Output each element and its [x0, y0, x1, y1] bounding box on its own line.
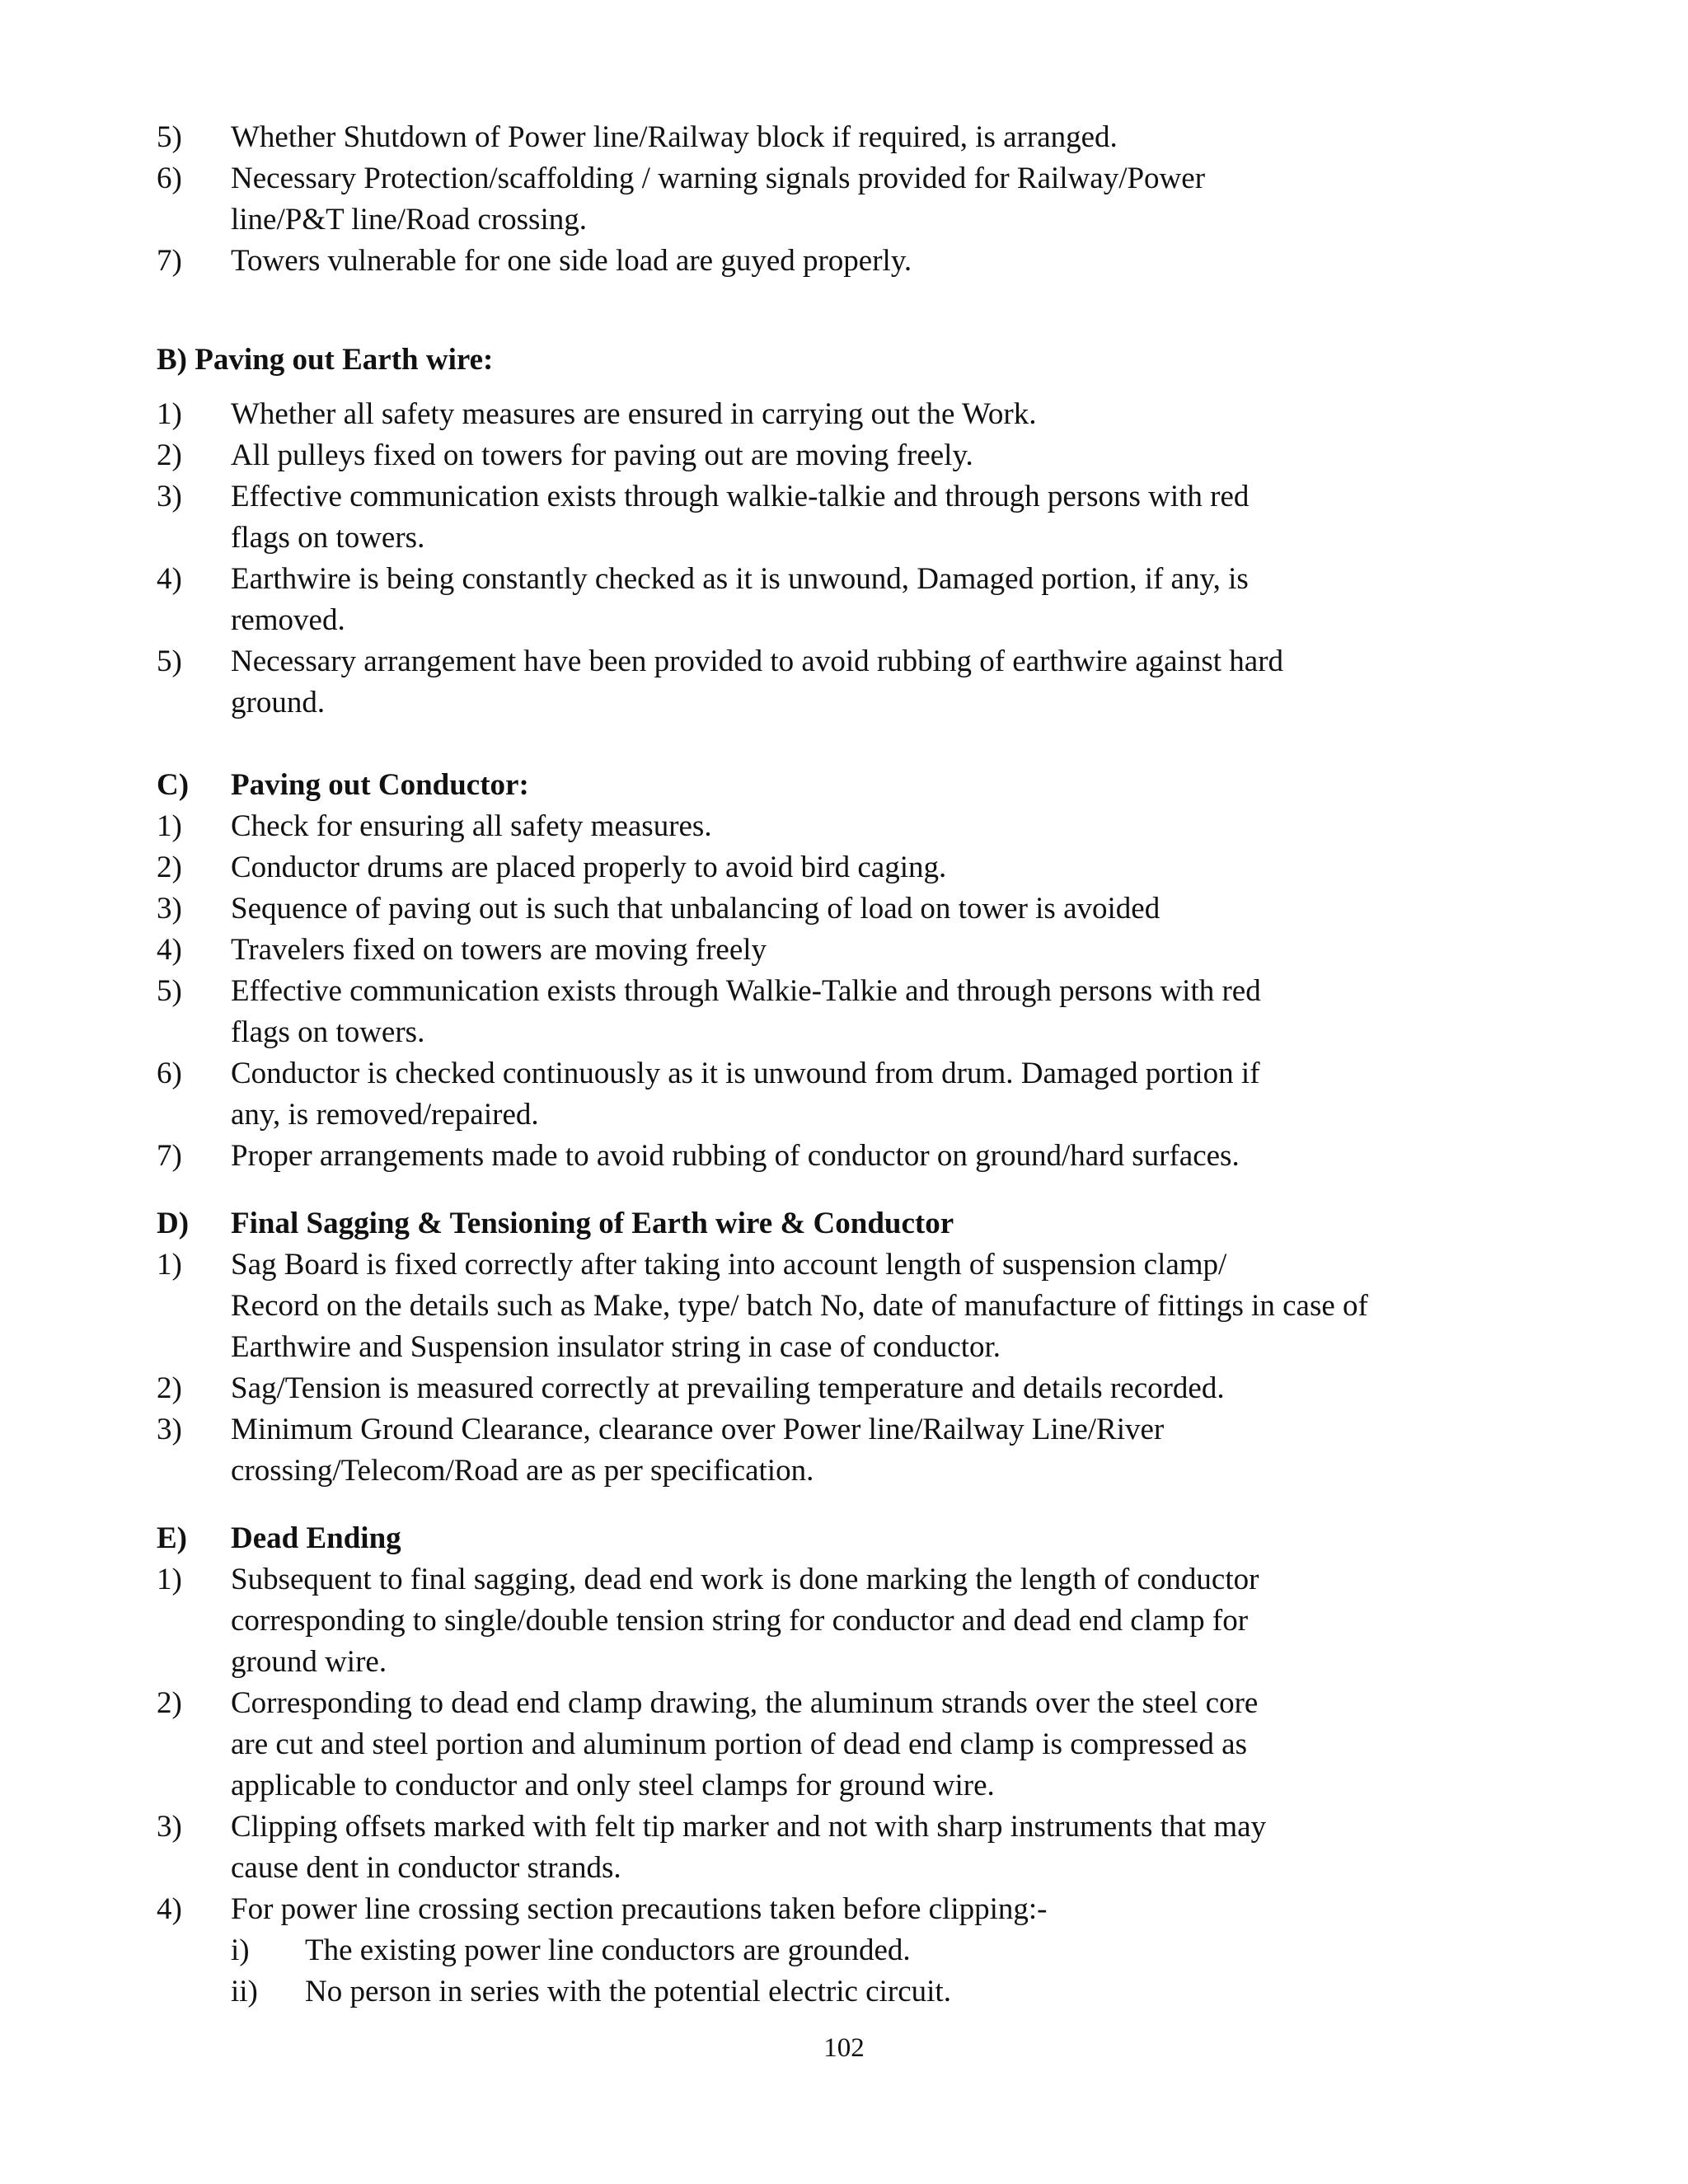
item-text: removed. — [231, 603, 345, 637]
item-text: flags on towers. — [231, 521, 425, 555]
section-e-heading — [157, 1518, 1558, 1559]
list-item — [157, 241, 1558, 282]
item-text: Effective communication exists through walkie-talkie and through persons with red — [231, 480, 1250, 513]
item-text: cause dent in conductor strands. — [231, 1851, 621, 1885]
item-number: 1) — [157, 809, 182, 843]
item-number: 3) — [157, 1810, 182, 1844]
list-item — [157, 435, 1558, 476]
item-number: 3) — [157, 892, 182, 926]
item-number: 5) — [157, 974, 182, 1008]
item-text: Proper arrangements made to avoid rubbing of conductor on ground/hard surfaces. — [231, 1139, 1240, 1173]
item-text: are cut and steel portion and aluminum portion of dead end clamp is compressed as — [231, 1727, 1247, 1761]
section-d-title: Final Sagging & Tensioning of Earth wire & Conductor — [231, 1207, 954, 1240]
section-b — [157, 340, 1558, 381]
item-text: Sag Board is fixed correctly after taking into account length of suspension clamp/ — [231, 1248, 1227, 1282]
list-item — [157, 1368, 1558, 1409]
list-item — [157, 1244, 1558, 1368]
item-text: Sag/Tension is measured correctly at prevailing temperature and details recorded. — [231, 1371, 1225, 1405]
sub-item-text: The existing power line conductors are grounded. — [305, 1933, 911, 1967]
item-text: Travelers fixed on towers are moving freely — [231, 933, 767, 967]
list-item — [157, 1807, 1558, 1889]
list-item — [157, 158, 1558, 241]
item-text: Check for ensuring all safety measures. — [231, 809, 712, 843]
item-text: line/P&T line/Road crossing. — [231, 203, 587, 237]
item-number: 2) — [157, 851, 182, 884]
section-c-letter: C) — [157, 768, 190, 802]
item-number: 6) — [157, 162, 182, 195]
sub-list-item — [231, 1930, 1558, 1971]
item-number: 5) — [157, 120, 182, 154]
item-text: any, is removed/repaired. — [231, 1098, 539, 1132]
item-number: 1) — [157, 1248, 182, 1282]
item-text: Corresponding to dead end clamp drawing, the aluminum strands over the steel core — [231, 1686, 1259, 1720]
section-b-heading: B) Paving out Earth wire: — [157, 343, 494, 377]
list-item — [157, 1889, 1558, 1930]
item-text: Effective communication exists through Walkie-Talkie and through persons with red — [231, 974, 1261, 1008]
item-number: 7) — [157, 1139, 182, 1173]
section-b-list — [157, 394, 1558, 724]
item-text: Conductor is checked continuously as it is unwound from drum. Damaged portion if — [231, 1057, 1260, 1090]
list-item — [157, 806, 1558, 847]
list-item — [157, 394, 1558, 435]
item-text: Conductor drums are placed properly to avoid bird caging. — [231, 851, 947, 884]
item-text: ground wire. — [231, 1645, 387, 1679]
item-text: Whether Shutdown of Power line/Railway block if required, is arranged. — [231, 120, 1118, 154]
item-number: 3) — [157, 480, 182, 513]
sub-item-text: No person in series with the potential electric circuit. — [305, 1975, 951, 2008]
list-item — [157, 888, 1558, 930]
item-number: 2) — [157, 1686, 182, 1720]
item-text: Earthwire is being constantly checked as it is unwound, Damaged portion, if any, is — [231, 562, 1249, 596]
item-text: applicable to conductor and only steel clamps for ground wire. — [231, 1769, 995, 1802]
item-text: flags on towers. — [231, 1015, 425, 1049]
item-text: Necessary arrangement have been provided to avoid rubbing of earthwire against hard — [231, 644, 1284, 678]
list-item — [157, 641, 1558, 724]
section-e-title: Dead Ending — [231, 1521, 401, 1555]
list-item — [157, 1053, 1558, 1136]
item-text: All pulleys fixed on towers for paving out are moving freely. — [231, 438, 973, 472]
section-d — [157, 1203, 1558, 1492]
list-item — [157, 847, 1558, 888]
list-item — [157, 1683, 1558, 1807]
page-number: 102 — [823, 2033, 865, 2063]
item-text: crossing/Telecom/Road are as per specification. — [231, 1454, 814, 1488]
item-text: Necessary Protection/scaffolding / warning signals provided for Railway/Power — [231, 162, 1206, 195]
item-text: Sequence of paving out is such that unbalancing of load on tower is avoided — [231, 892, 1160, 926]
section-c — [157, 765, 1558, 1177]
section-d-heading — [157, 1203, 1558, 1244]
item-number: 1) — [157, 397, 182, 431]
section-c-title: Paving out Conductor: — [231, 768, 529, 802]
item-text: Subsequent to final sagging, dead end work is done marking the length of conductor — [231, 1563, 1259, 1596]
item-number: 6) — [157, 1057, 182, 1090]
list-item — [157, 1559, 1558, 1683]
sub-item-number: ii) — [231, 1975, 258, 2008]
item-number: 7) — [157, 244, 182, 278]
item-text: corresponding to single/double tension string for conductor and dead end clamp for — [231, 1604, 1249, 1638]
section-d-letter: D) — [157, 1207, 190, 1240]
item-number: 1) — [157, 1563, 182, 1596]
item-number: 2) — [157, 438, 182, 472]
list-item — [157, 930, 1558, 971]
list-item — [157, 559, 1558, 641]
item-text: ground. — [231, 686, 326, 719]
item-number: 4) — [157, 933, 182, 967]
item-number: 4) — [157, 1892, 182, 1926]
item-text: Earthwire and Suspension insulator string in case of conductor. — [231, 1330, 1001, 1364]
item-text: Record on the details such as Make, type/ batch No, date of manufacture of fittings in case of — [231, 1289, 1368, 1323]
section-e — [157, 1518, 1558, 2013]
intro-list — [157, 117, 1558, 282]
item-text: Minimum Ground Clearance, clearance over Power line/Railway Line/River — [231, 1413, 1165, 1446]
item-text: Clipping offsets marked with felt tip marker and not with sharp instruments that may — [231, 1810, 1267, 1844]
item-number: 5) — [157, 644, 182, 678]
item-number: 4) — [157, 562, 182, 596]
list-item — [157, 1409, 1558, 1492]
list-item — [157, 1136, 1558, 1177]
list-item — [157, 476, 1558, 559]
item-text: Whether all safety measures are ensured in carrying out the Work. — [231, 397, 1037, 431]
item-number: 2) — [157, 1371, 182, 1405]
list-item — [157, 117, 1558, 158]
section-c-heading — [157, 765, 1558, 806]
list-item — [157, 971, 1558, 1053]
sub-list-item — [231, 1971, 1558, 2013]
sub-item-number: i) — [231, 1933, 250, 1967]
item-text: Towers vulnerable for one side load are guyed properly. — [231, 244, 912, 278]
item-number: 3) — [157, 1413, 182, 1446]
section-e-letter: E) — [157, 1521, 187, 1555]
item-text: For power line crossing section precautions taken before clipping:- — [231, 1892, 1048, 1926]
